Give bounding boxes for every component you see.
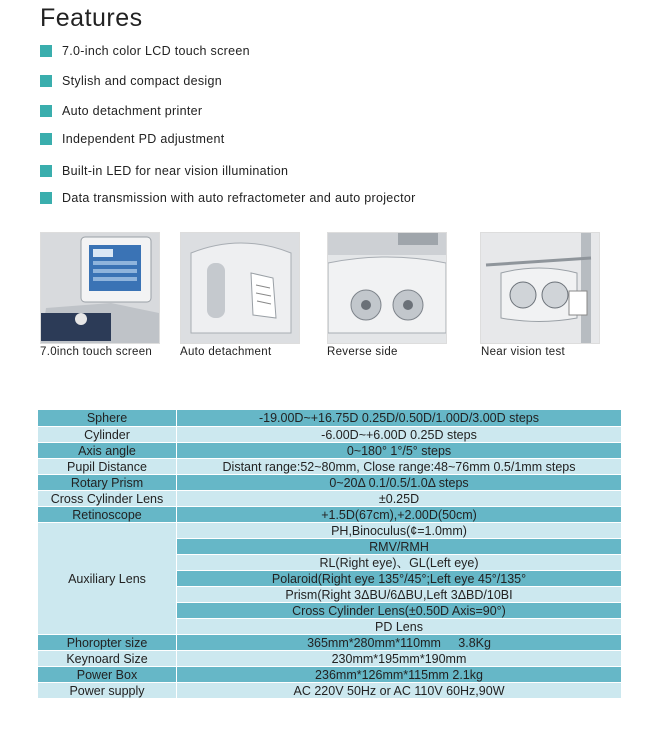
spec-value: +1.5D(67cm),+2.00D(50cm) (177, 507, 622, 523)
spec-label: Power Box (38, 667, 177, 683)
spec-value: 230mm*195mm*190mm (177, 651, 622, 667)
table-row (38, 651, 622, 667)
spec-value: RMV/RMH (177, 539, 622, 555)
feature-text: Built-in LED for near vision illumination (62, 164, 289, 178)
spec-value: -6.00D~+6.00D 0.25D steps (177, 427, 622, 443)
table-row (38, 667, 622, 683)
table-row (38, 507, 622, 523)
square-bullet-icon (40, 192, 52, 204)
spec-value: -19.00D~+16.75D 0.25D/0.50D/1.00D/3.00D steps (177, 410, 622, 427)
spec-value: 0~20Δ 0.1/0.5/1.0Δ steps (177, 475, 622, 491)
table-row (38, 491, 622, 507)
spec-value: Prism(Right 3ΔBU/6ΔBU,Left 3ΔBD/10BI (177, 587, 622, 603)
spec-label: Cross Cylinder Lens (38, 491, 177, 507)
square-bullet-icon (40, 105, 52, 117)
spec-value: PD Lens (177, 619, 622, 635)
spec-value: 236mm*126mm*115mm 2.1kg (177, 667, 622, 683)
feature-text: Stylish and compact design (62, 74, 222, 88)
feature-text: Auto detachment printer (62, 104, 203, 118)
table-row (38, 475, 622, 491)
feature-item (40, 41, 250, 61)
square-bullet-icon (40, 75, 52, 87)
spec-label: Retinoscope (38, 507, 177, 523)
table-row (38, 410, 622, 427)
feature-item (40, 161, 288, 181)
table-row (38, 683, 622, 699)
spec-label: Sphere (38, 410, 177, 427)
spec-label: Power supply (38, 683, 177, 699)
spec-label: Pupil Distance (38, 459, 177, 475)
photo-caption: Auto detachment (180, 346, 272, 358)
feature-item (40, 101, 202, 121)
table-row (38, 443, 622, 459)
feature-item (40, 129, 224, 149)
feature-text: Data transmission with auto refractometer and auto projector (62, 191, 416, 205)
touch-screen-photo (40, 232, 160, 344)
spec-value: RL(Right eye)、GL(Left eye) (177, 555, 622, 571)
spec-label: Keynoard Size (38, 651, 177, 667)
spec-value: Cross Cylinder Lens(±0.50D Axis=90°) (177, 603, 622, 619)
square-bullet-icon (40, 133, 52, 145)
square-bullet-icon (40, 165, 52, 177)
spec-value: 0~180° 1°/5° steps (177, 443, 622, 459)
feature-text: Independent PD adjustment (62, 132, 225, 146)
feature-text: 7.0-inch color LCD touch screen (62, 44, 250, 58)
spec-value: AC 220V 50Hz or AC 110V 60Hz,90W (177, 683, 622, 699)
auto-detachment-photo (180, 232, 300, 344)
feature-item (40, 71, 222, 91)
square-bullet-icon (40, 45, 52, 57)
spec-label: Auxiliary Lens (38, 523, 177, 635)
spec-label: Phoropter size (38, 635, 177, 651)
reverse-side-photo (327, 232, 447, 344)
photo-caption: Near vision test (481, 346, 566, 358)
spec-table (37, 409, 622, 699)
spec-value: 365mm*280mm*110mm 3.8Kg (177, 635, 622, 651)
spec-value: ±0.25D (177, 491, 622, 507)
page-title: Features (40, 4, 143, 32)
spec-label: Axis angle (38, 443, 177, 459)
spec-value: PH,Binoculus(¢=1.0mm) (177, 523, 622, 539)
photo-caption: Reverse side (327, 346, 398, 358)
table-row (38, 427, 622, 443)
spec-label: Cylinder (38, 427, 177, 443)
table-row (38, 523, 622, 539)
near-vision-photo (480, 232, 600, 344)
spec-value: Distant range:52~80mm, Close range:48~76mm 0.5/1mm steps (177, 459, 622, 475)
photo-caption: 7.0inch touch screen (40, 346, 153, 358)
table-row (38, 635, 622, 651)
table-row (38, 459, 622, 475)
feature-item (40, 188, 416, 208)
spec-label: Rotary Prism (38, 475, 177, 491)
spec-value: Polaroid(Right eye 135°/45°;Left eye 45°/135° (177, 571, 622, 587)
